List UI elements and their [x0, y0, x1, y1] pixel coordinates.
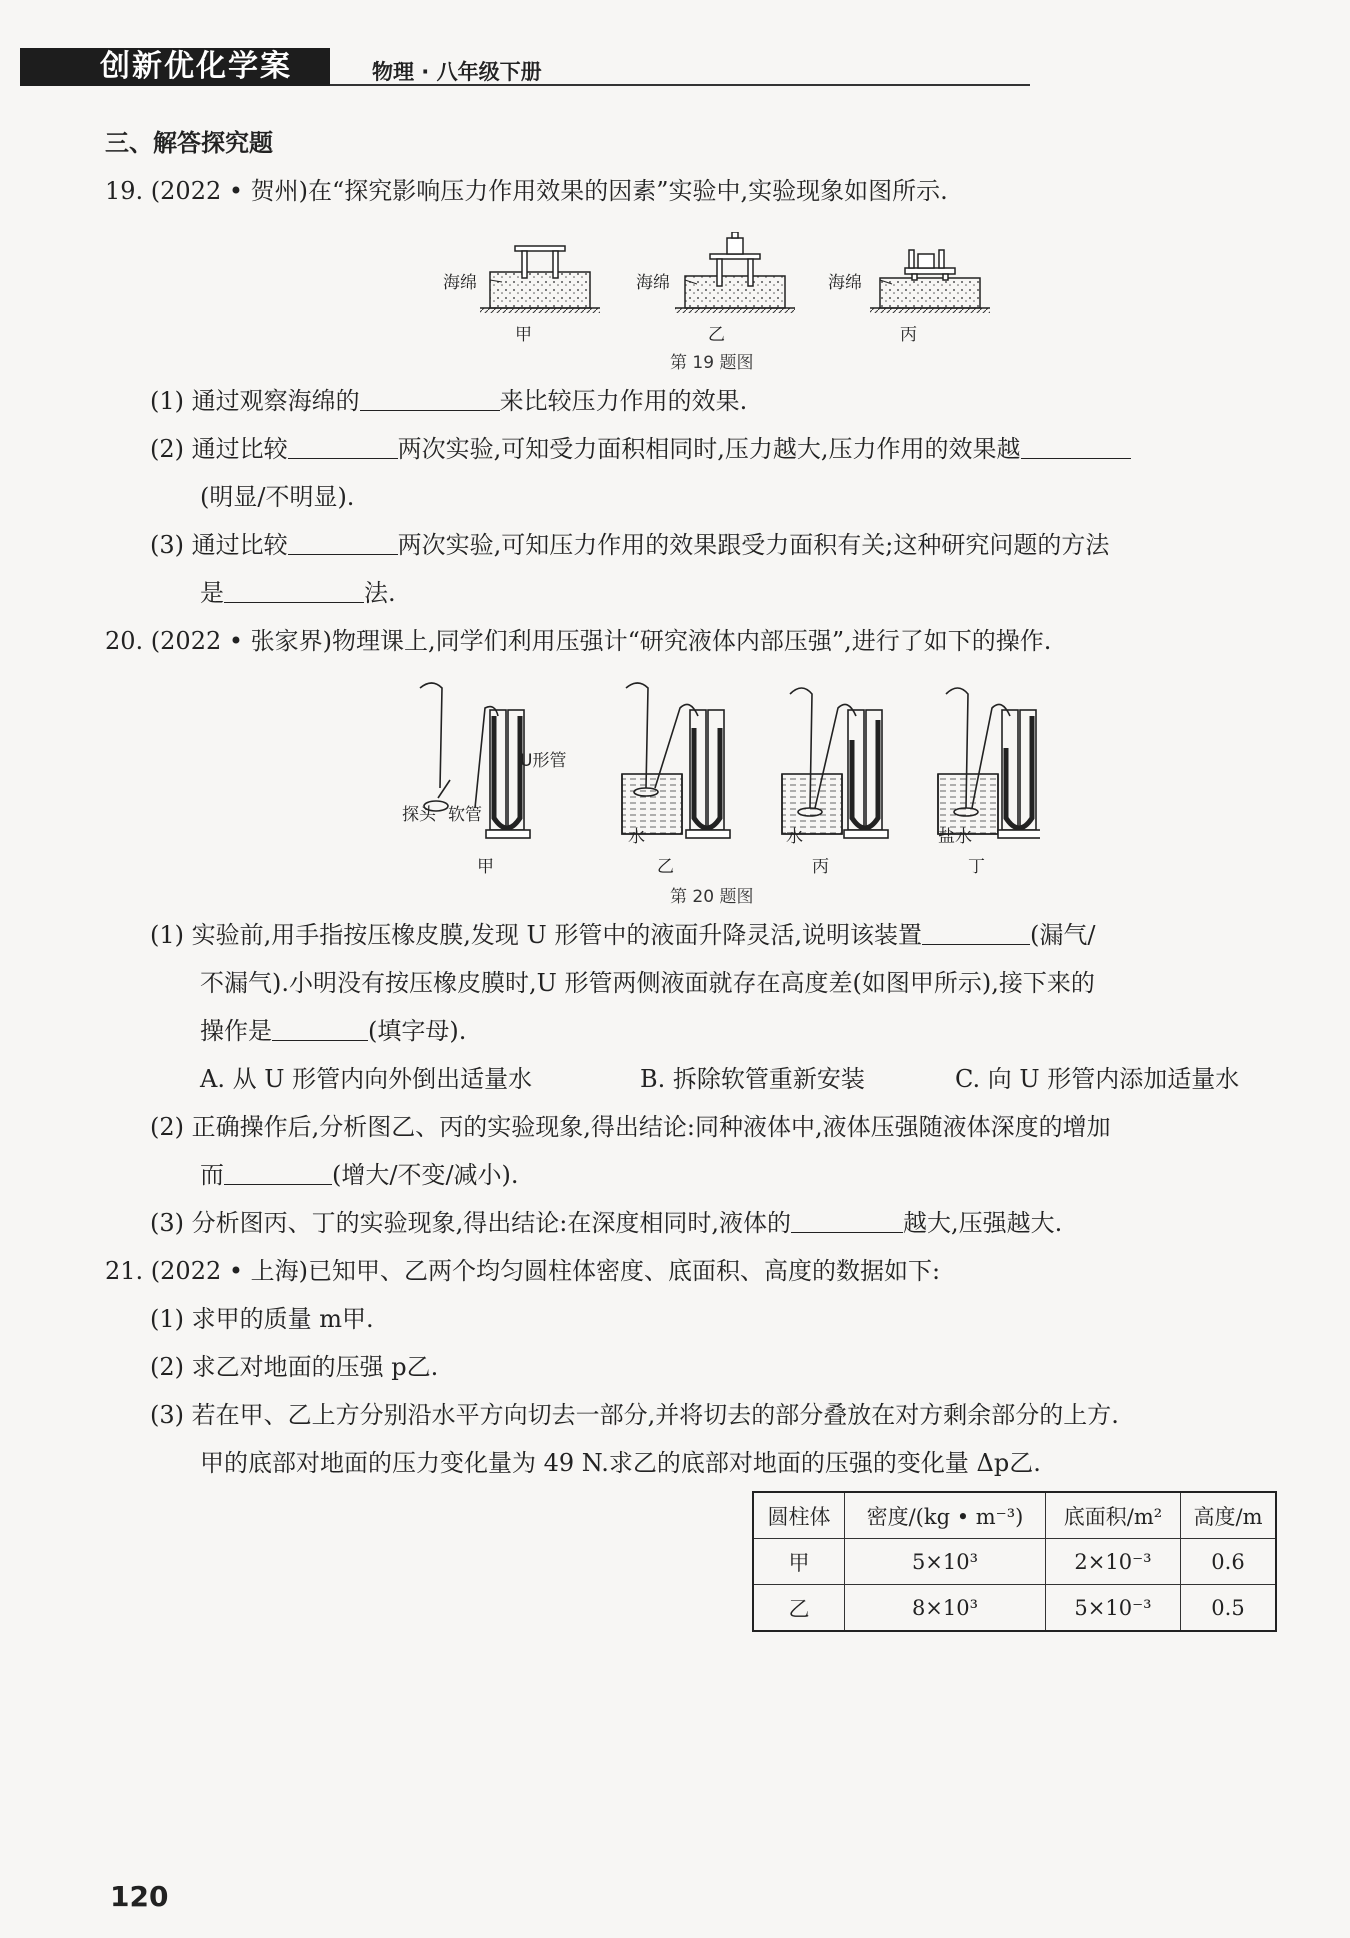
table-header-row	[753, 1492, 1276, 1539]
q20-option-b: B. 拆除软管重新安装	[640, 1065, 865, 1093]
q20-part1-a: (1) 实验前,用手指按压橡皮膜,发现 U 形管中的液面升降灵活,说明该装置	[150, 921, 922, 949]
fig20-yi	[622, 683, 730, 838]
q19-fig-jia: 甲	[515, 325, 532, 345]
q21-part3-a: (3) 若在甲、乙上方分别沿水平方向切去一部分,并将切去的部分叠放在对方剩余部分的上方.	[150, 1401, 1119, 1429]
page-number: 120	[110, 1880, 169, 1913]
q20-stem: 20. (2022 • 张家界)物理课上,同学们利用压强计“研究液体内部压强”,进行了如下的操作.	[105, 627, 1052, 655]
q20-part1-blank2[interactable]	[272, 1016, 368, 1041]
fig19-jia	[480, 246, 600, 313]
q20-option-c: C. 向 U 形管内添加适量水	[955, 1065, 1240, 1093]
q19-part2-c: (明显/不明显).	[200, 483, 355, 511]
q19-part2	[150, 434, 1131, 464]
q20-part1-e: (填字母).	[368, 1017, 467, 1045]
table-header-cell: 高度/m	[1181, 1492, 1277, 1539]
q19-part3-c: 是	[200, 579, 224, 607]
table-cell: 0.6	[1181, 1539, 1277, 1585]
fig20-ding	[938, 688, 1040, 838]
q19-part1-blank[interactable]	[360, 386, 500, 411]
fig19-yi	[675, 232, 795, 313]
q19-part3-b: 两次实验,可知压力作用的效果跟受力面积有关;这种研究问题的方法	[397, 531, 1110, 559]
q20-label-water-bing: 水	[786, 827, 803, 847]
table-cell: 5×10³	[845, 1539, 1046, 1585]
q20-part3	[150, 1208, 1062, 1238]
q20-part3-a: (3) 分析图丙、丁的实验现象,得出结论:在深度相同时,液体的	[150, 1209, 791, 1237]
q19-caption: 第 19 题图	[670, 353, 754, 373]
q20-part1	[150, 920, 1095, 950]
table-row	[753, 1585, 1276, 1632]
q20-part3-blank[interactable]	[791, 1208, 903, 1233]
table-row	[753, 1539, 1276, 1585]
table-cell: 甲	[753, 1539, 845, 1585]
q20-fig-bing: 丙	[812, 857, 829, 877]
q20-option-a: A. 从 U 形管内向外倒出适量水	[200, 1065, 533, 1093]
q20-label-probe: 探头	[402, 805, 436, 825]
q19-part3-blank1[interactable]	[288, 530, 398, 555]
subject-label: 物理 · 八年级下册	[372, 60, 542, 84]
q19-part3-line2	[200, 578, 396, 608]
q20-part1-c: 不漏气).小明没有按压橡皮膜时,U 形管两侧液面就存在高度差(如图甲所示),接下来的	[200, 969, 1095, 997]
q21-part2: (2) 求乙对地面的压强 p乙.	[150, 1353, 439, 1381]
q20-label-salt-water: 盐水	[938, 827, 972, 847]
table-cell: 5×10⁻³	[1046, 1585, 1181, 1632]
q19-part2-b: 两次实验,可知受力面积相同时,压力越大,压力作用的效果越	[397, 435, 1021, 463]
page-header	[20, 48, 1030, 88]
q19-label-sponge-2: 海绵	[636, 273, 670, 293]
q20-part2-b: 而	[200, 1161, 224, 1189]
table-cell: 2×10⁻³	[1046, 1539, 1181, 1585]
fig19-bing	[870, 250, 990, 313]
q20-part2-a: (2) 正确操作后,分析图乙、丙的实验现象,得出结论:同种液体中,液体压强随液体深度的增加	[150, 1113, 1111, 1141]
q20-caption: 第 20 题图	[670, 887, 754, 907]
q20-fig-yi: 乙	[657, 857, 674, 877]
table-cell: 乙	[753, 1585, 845, 1632]
q19-part3-blank2[interactable]	[224, 578, 364, 603]
q19-fig-bing: 丙	[900, 325, 917, 345]
q21-part3-b: 甲的底部对地面的压力变化量为 49 N.求乙的底部对地面的压强的变化量 Δp乙.	[200, 1449, 1041, 1477]
q20-part1-b: (漏气/	[1030, 921, 1096, 949]
q20-part3-b: 越大,压强越大.	[902, 1209, 1063, 1237]
table-header-cell: 圆柱体	[753, 1492, 845, 1539]
q19-part2-a: (2) 通过比较	[150, 435, 288, 463]
q19-label-sponge-3: 海绵	[828, 273, 862, 293]
table-cell: 8×10³	[845, 1585, 1046, 1632]
q19-part3	[150, 530, 1109, 560]
q20-label-u-tube: U形管	[520, 751, 567, 771]
q20-part2-line2	[200, 1160, 519, 1190]
q20-part1-blank1[interactable]	[922, 920, 1030, 945]
q19-part1	[150, 386, 747, 416]
q20-fig-jia: 甲	[477, 857, 494, 877]
q20-fig-ding: 丁	[968, 857, 985, 877]
q19-part1-b: 来比较压力作用的效果.	[499, 387, 748, 415]
q19-part2-blank2[interactable]	[1021, 434, 1131, 459]
q19-part3-d: 法.	[364, 579, 396, 607]
q21-data-table	[752, 1491, 1277, 1632]
q19-label-sponge-1: 海绵	[443, 273, 477, 293]
q19-part1-a: (1) 通过观察海绵的	[150, 387, 360, 415]
fig20-bing	[782, 688, 888, 838]
q19-fig-yi: 乙	[708, 325, 725, 345]
q20-part1-d: 操作是	[200, 1017, 272, 1045]
q20-part2-c: (增大/不变/减小).	[332, 1161, 519, 1189]
table-cell: 0.5	[1181, 1585, 1277, 1632]
q21-part1: (1) 求甲的质量 m甲.	[150, 1305, 374, 1333]
q20-label-tube: 软管	[448, 805, 482, 825]
q20-part2-blank[interactable]	[224, 1160, 332, 1185]
q19-part2-blank1[interactable]	[288, 434, 398, 459]
q20-label-water-yi: 水	[628, 827, 645, 847]
table-header-cell: 底面积/m²	[1046, 1492, 1181, 1539]
section-title: 三、解答探究题	[105, 129, 273, 157]
brand-logo: 创新优化学案	[20, 48, 330, 86]
q19-part3-a: (3) 通过比较	[150, 531, 288, 559]
table-header-cell: 密度/(kg • m⁻³)	[845, 1492, 1046, 1539]
q20-part1-line3	[200, 1016, 466, 1046]
q19-stem: 19. (2022 • 贺州)在“探究影响压力作用效果的因素”实验中,实验现象如图所示.	[105, 177, 948, 205]
q21-stem: 21. (2022 • 上海)已知甲、乙两个均匀圆柱体密度、底面积、高度的数据如下:	[105, 1257, 941, 1285]
